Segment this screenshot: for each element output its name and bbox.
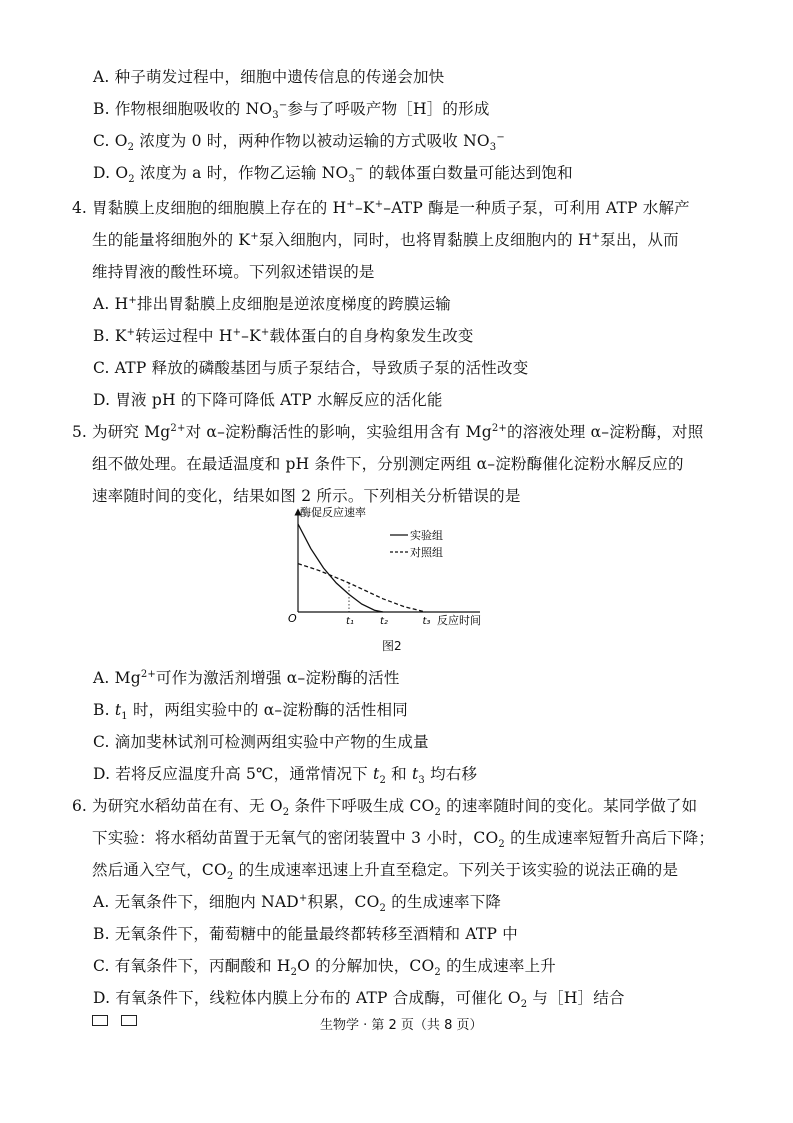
page-footer: 生物学 · 第 2 页（共 8 页）	[320, 1018, 483, 1033]
series-layer	[298, 524, 426, 612]
q5-number: 5.	[72, 423, 87, 441]
q5-stem-line1: 为研究 $Mg^{2+}$对 α–淀粉酶活性的影响，实验组用含有 $Mg^{2+}$的溶液处理 α–淀粉酶，对照	[92, 422, 704, 441]
legend-control: 对照组	[410, 546, 443, 559]
q3-option-b: B. 作物根细胞吸收的 $NO_3^-$参与了呼吸产物［H］的形成	[93, 99, 490, 122]
chart-svg	[280, 502, 510, 642]
q5-option-c: C. 滴加斐林试剂可检测两组实验中产物的生成量	[93, 733, 429, 751]
q4-stem-line1: 胃黏膜上皮细胞的细胞膜上存在的 H+–K+–ATP 酶是一种质子泵，可利用 ATP 水解产	[92, 198, 690, 217]
q4-option-d: D. 胃液 pH 的下降可降低 ATP 水解反应的活化能	[93, 391, 443, 409]
q5-stem-line3: 速率随时间的变化，结果如图 2 所示。下列相关分析错误的是	[92, 487, 521, 505]
q6-number: 6.	[72, 797, 87, 815]
figure-2-chart	[280, 502, 510, 642]
x-tick-label: t₂	[380, 616, 388, 627]
origin-label: O	[288, 612, 297, 625]
legend-experimental: 实验组	[410, 529, 443, 542]
y-axis-label: 酶促反应速率	[300, 506, 366, 519]
x-tick-label: t₁	[346, 616, 354, 627]
q6-stem-line1: 为研究水稻幼苗在有、无 $O_2$ 条件下呼吸生成 $CO_2$ 的速率随时间的变化。某同学做了如	[92, 797, 698, 819]
x-axis-label: 反应时间	[437, 614, 481, 627]
q3-option-c: C. $O_2$ 浓度为 0 时，两种作物以被动运输的方式吸收 $NO_3^-$	[93, 131, 505, 154]
q3-option-a: A. 种子萌发过程中，细胞中遗传信息的传递会加快	[93, 68, 445, 86]
x-tick-label: t₃	[422, 616, 431, 627]
q6-option-d: D. 有氧条件下，线粒体内膜上分布的 ATP 合成酶，可催化 $O_2$ 与［H］结合	[93, 989, 625, 1011]
q6-option-a: A. 无氧条件下，细胞内 NAD+积累，$CO_2$ 的生成速率下降	[93, 892, 502, 915]
q5-stem-line2: 组不做处理。在最适温度和 pH 条件下，分别测定两组 α–淀粉酶催化淀粉水解反应的	[92, 455, 684, 473]
q6-stem-line3: 然后通入空气，$CO_2$ 的生成速率迅速上升直至稳定。下列关于该实验的说法正确的是	[92, 861, 679, 883]
q6-stem-line2: 下实验：将水稻幼苗置于无氧气的密闭装置中 3 小时，$CO_2$ 的生成速率短暂升高后下降；	[92, 829, 715, 851]
q4-number: 4.	[72, 199, 87, 217]
q4-option-b: B. K+转运过程中 H+–K+载体蛋白的自身构象发生改变	[93, 326, 474, 345]
footer-box-icon	[92, 1015, 108, 1026]
q5-option-d: D. 若将反应温度升高 5℃，通常情况下 $t_2$ 和 $t_3$ 均右移	[93, 765, 478, 787]
footer-box-icon	[121, 1015, 137, 1026]
q5-option-b: B. $t_1$ 时，两组实验中的 α–淀粉酶的活性相同	[93, 701, 408, 723]
q3-option-d: D. $O_2$ 浓度为 a 时，作物乙运输 $NO_3^-$ 的载体蛋白数量可能达到饱和	[93, 163, 573, 186]
tick-layer	[346, 616, 430, 627]
q6-option-b: B. 无氧条件下，葡萄糖中的能量最终都转移至酒精和 ATP 中	[93, 925, 518, 943]
q4-option-c: C. ATP 释放的磷酸基团与质子泵结合，导致质子泵的活性改变	[93, 359, 529, 377]
q5-option-a: A. $Mg^{2+}$可作为激活剂增强 α–淀粉酶的活性	[93, 668, 400, 687]
q4-stem-line2: 生的能量将细胞外的 K+泵入细胞内，同时，也将胃黏膜上皮细胞内的 H+泵出，从而	[92, 230, 679, 249]
figure-caption: 图2	[382, 639, 402, 653]
q6-option-c: C. 有氧条件下，丙酮酸和 $H_2O$ 的分解加快，$CO_2$ 的生成速率上升	[93, 957, 556, 979]
q4-option-a: A. H+排出胃黏膜上皮细胞是逆浓度梯度的跨膜运输	[93, 294, 451, 313]
q4-stem-line3: 维持胃液的酸性环境。下列叙述错误的是	[92, 263, 375, 281]
